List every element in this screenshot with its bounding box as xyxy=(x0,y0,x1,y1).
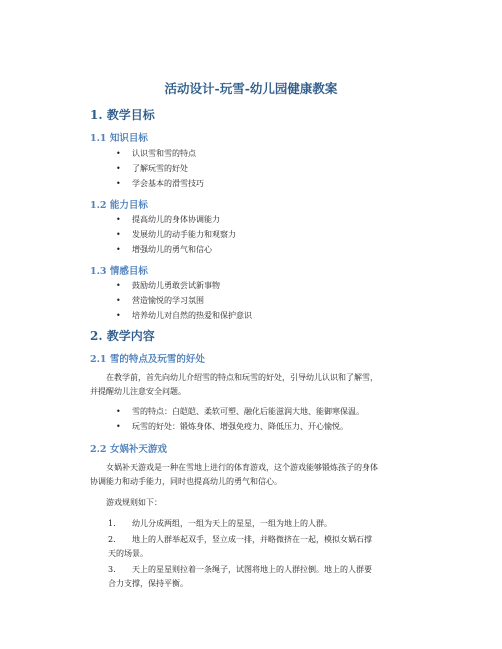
rules-intro: 游戏规则如下： xyxy=(106,498,162,507)
bullet-icon: • xyxy=(116,230,121,239)
bullet-icon: • xyxy=(116,422,121,431)
bullet-icon: • xyxy=(116,215,121,224)
list-item-text: 鼓励幼儿勇敢尝试新事物 xyxy=(132,281,220,290)
numbered-item xyxy=(108,563,420,591)
bullet-icon: • xyxy=(116,281,121,290)
paragraph xyxy=(90,496,420,510)
list-item-text: 营造愉悦的学习氛围 xyxy=(132,296,204,305)
subsection-heading-ability: 1.2 能力目标 xyxy=(90,200,148,211)
subsection-heading-nuwa-game: 2.2 女娲补天游戏 xyxy=(90,444,167,455)
bullet-icon: • xyxy=(116,149,121,158)
section-heading-teaching-goals: 1. 教学目标 xyxy=(90,108,155,122)
subsection-heading-emotion: 1.3 情感目标 xyxy=(90,266,148,277)
list-item-text: 了解玩雪的好处 xyxy=(132,164,188,173)
list-item-text: 培养幼儿对自然的热爱和保护意识 xyxy=(132,311,252,320)
item-text: 天的场景。 xyxy=(108,549,148,558)
paragraph-line: 在教学前，首先向幼儿介绍雪的特点和玩雪的好处，引导幼儿认识和了解雪， xyxy=(106,373,378,382)
bullet-icon: • xyxy=(116,245,121,254)
paragraph-line: 协调能力和动手能力，同时也提高幼儿的勇气和信心。 xyxy=(90,477,282,486)
bullet-icon: • xyxy=(116,296,121,305)
item-number: 3. xyxy=(108,565,116,574)
paragraph xyxy=(90,461,420,489)
list-item-text: 增强幼儿的勇气和信心 xyxy=(132,245,212,254)
item-text: 合力支撑，保持平衡。 xyxy=(108,579,188,588)
bullet-icon: • xyxy=(116,164,121,173)
list-item-text: 玩雪的好处：锻炼身体、增强免疫力、降低压力、开心愉悦。 xyxy=(132,422,348,431)
bullet-icon: • xyxy=(116,407,121,416)
numbered-item xyxy=(108,517,420,531)
paragraph xyxy=(90,371,420,399)
item-text: 天上的星星则拉着一条绳子，试图将地上的人群拉倒。地上的人群要 xyxy=(132,565,372,574)
paragraph-line: 并提醒幼儿注意安全问题。 xyxy=(90,387,186,396)
bullet-icon: • xyxy=(116,311,121,320)
section-heading-teaching-content: 2. 教学内容 xyxy=(90,329,155,343)
item-text: 地上的人群举起双手，竖立成一排，并略微挤在一起，模拟女娲石撑 xyxy=(132,535,372,544)
item-text: 幼儿分成两组，一组为天上的星星，一组为地上的人群。 xyxy=(132,519,332,528)
subsection-heading-snow-features: 2.1 雪的特点及玩雪的好处 xyxy=(90,354,205,365)
list-item-text: 认识雪和雪的特点 xyxy=(132,149,196,158)
paragraph-line: 女娲补天游戏是一种在雪地上进行的体育游戏，这个游戏能够锻炼孩子的身体 xyxy=(106,463,378,472)
subsection-heading-knowledge: 1.1 知识目标 xyxy=(90,133,148,144)
list-item-text: 发展幼儿的动手能力和观察力 xyxy=(132,230,236,239)
numbered-item xyxy=(108,533,420,561)
list-item-text: 学会基本的滑雪技巧 xyxy=(132,179,204,188)
list-item-text: 提高幼儿的身体协调能力 xyxy=(132,215,220,224)
bullet-icon: • xyxy=(116,179,121,188)
item-number: 2. xyxy=(108,535,116,544)
item-number: 1. xyxy=(108,519,116,528)
list-item-text: 雪的特点：白皑皑、柔软可塑、融化后能滋润大地、能御寒保温。 xyxy=(132,407,364,416)
document-title: 活动设计-玩雪-幼儿园健康教案 xyxy=(164,81,338,96)
